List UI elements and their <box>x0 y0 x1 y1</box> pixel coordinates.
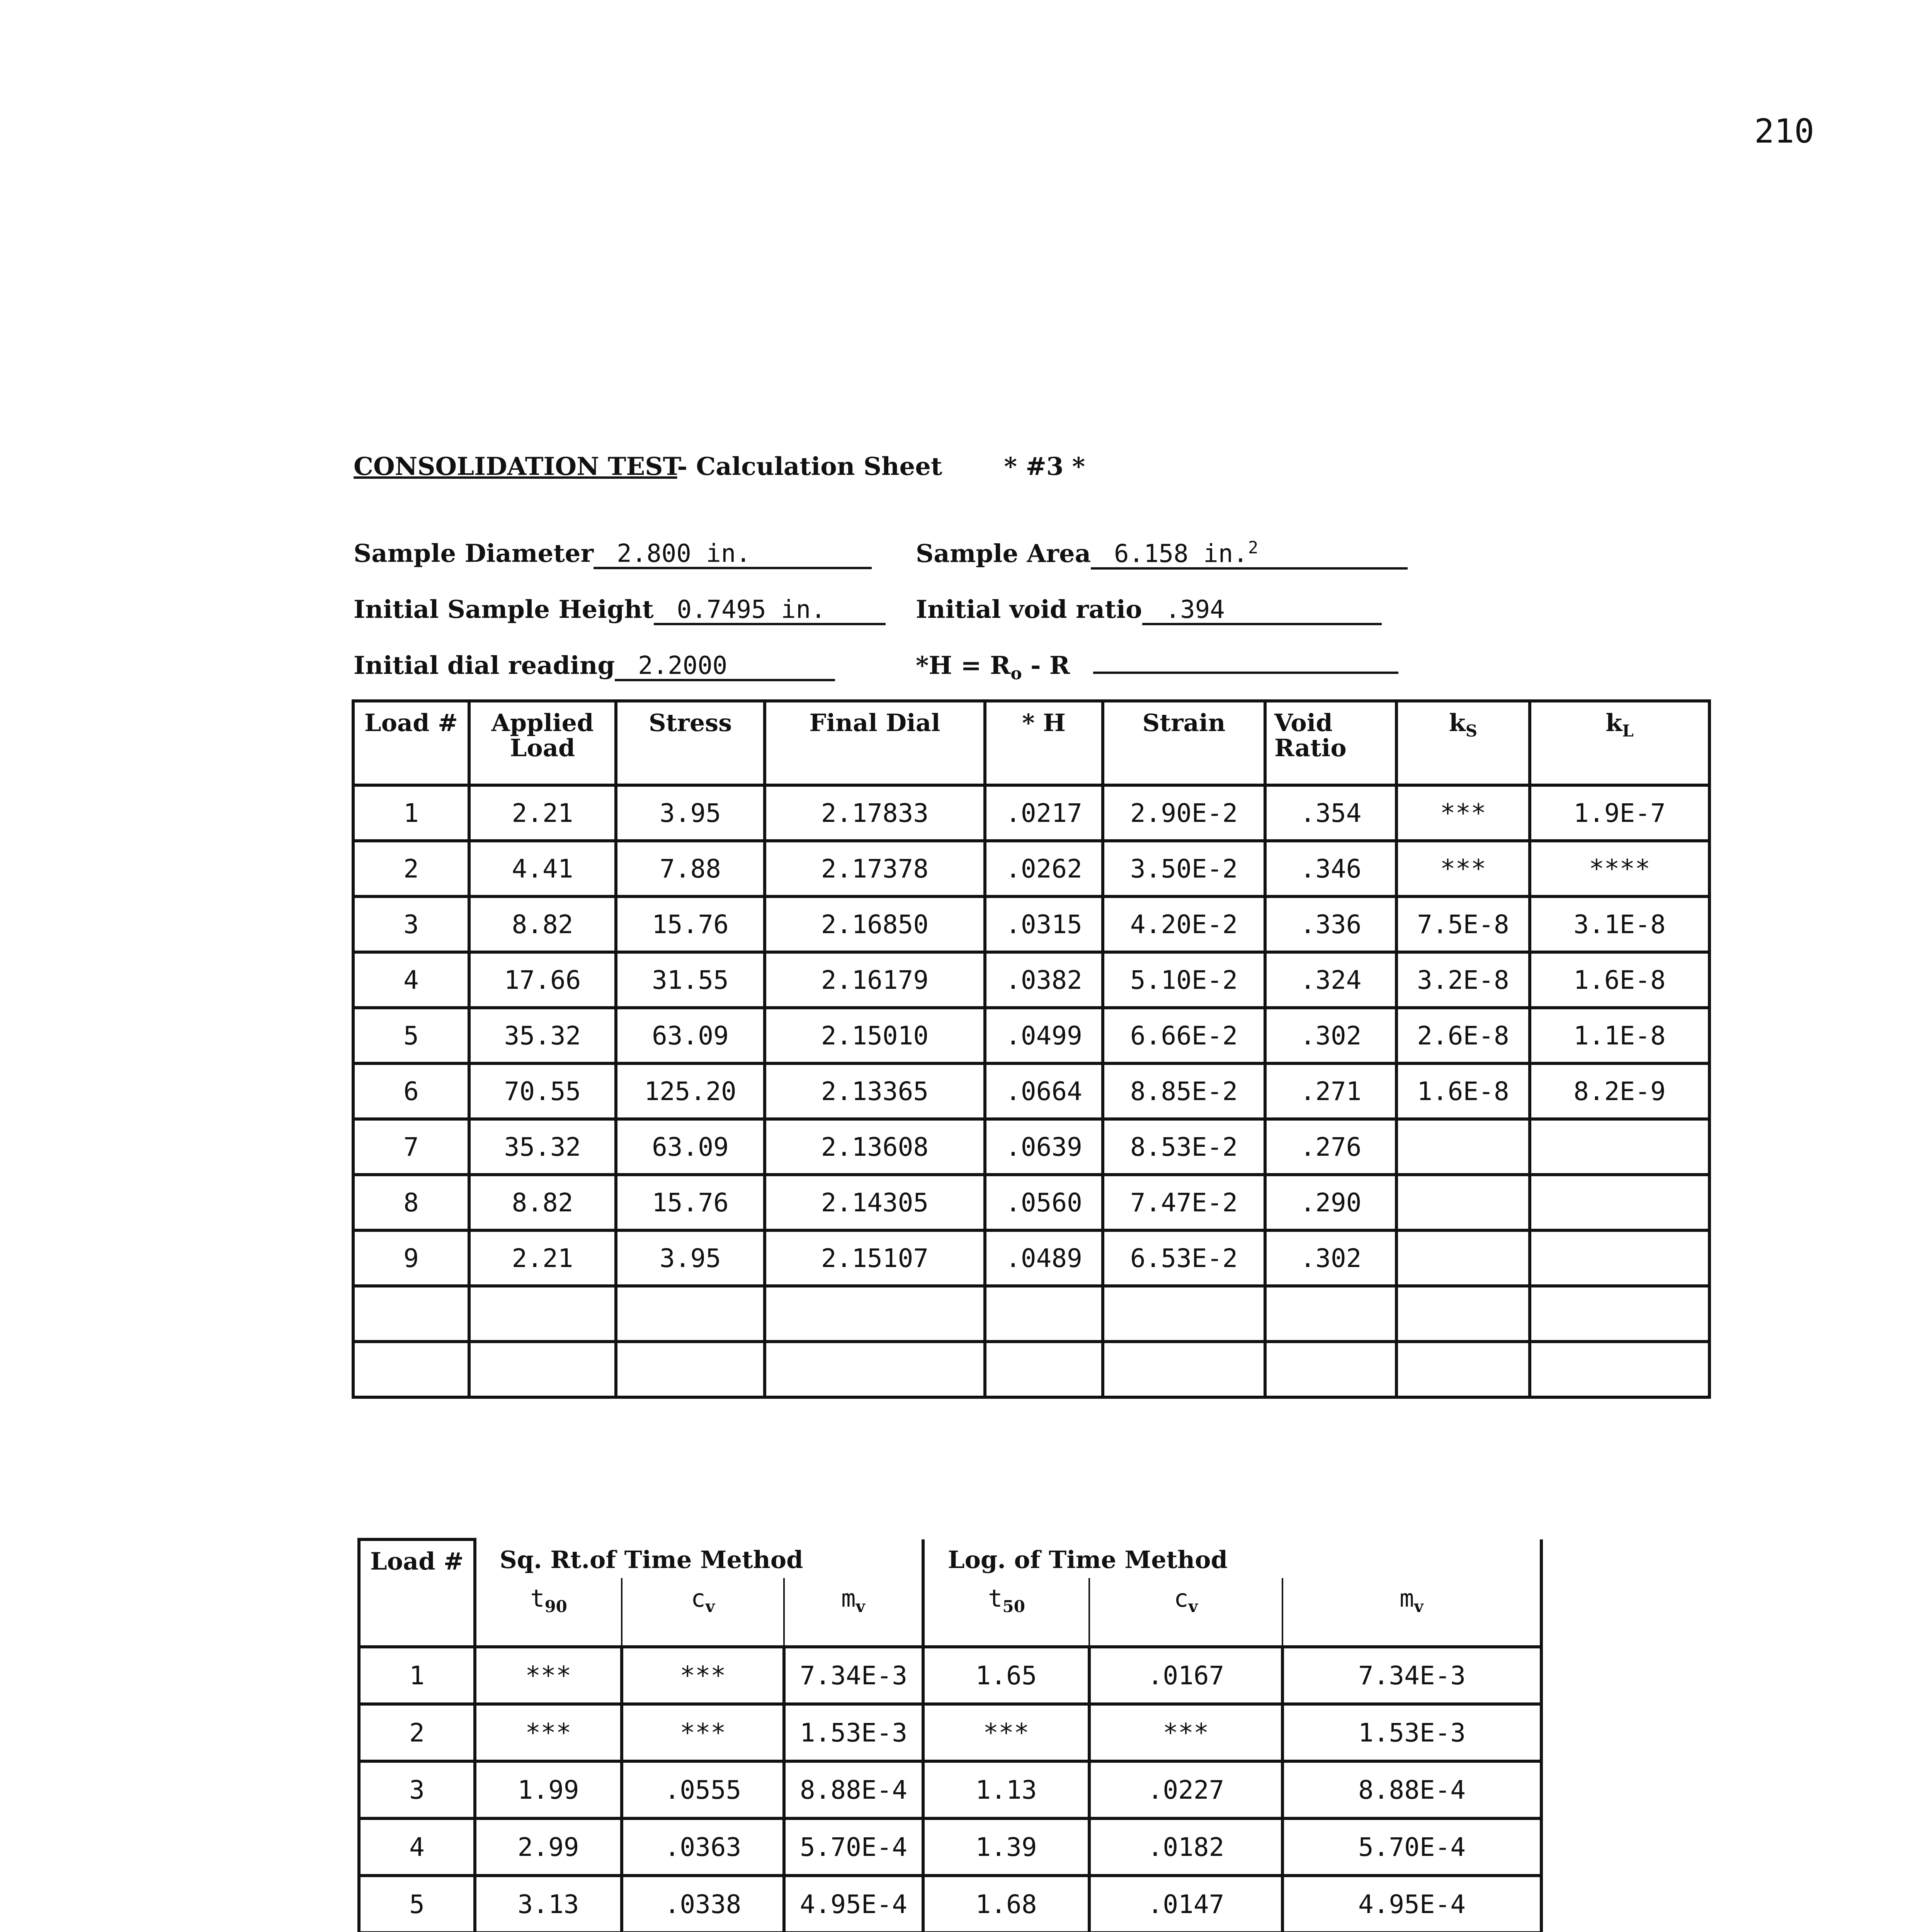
table-cell: 1 <box>353 785 469 841</box>
table-cell <box>1396 1119 1530 1175</box>
table-cell: 4.20E-2 <box>1103 896 1265 952</box>
table-cell: 8.53E-2 <box>1103 1119 1265 1175</box>
table-cell: 125.20 <box>616 1063 765 1119</box>
table-cell: *** <box>622 1647 784 1704</box>
sample-area-field <box>916 539 1408 570</box>
table-cell: 1.6E-8 <box>1396 1063 1530 1119</box>
table-cell: 3.95 <box>616 785 765 841</box>
sample-area-value: 6.158 in. <box>1114 539 1248 568</box>
delta-h-field <box>916 651 1398 684</box>
table-cell: 70.55 <box>469 1063 616 1119</box>
table-cell: 6.66E-2 <box>1103 1008 1265 1063</box>
sample-diameter-value: 2.800 in. <box>594 541 872 569</box>
table-cell <box>616 1342 765 1397</box>
table-cell: 1.6E-8 <box>1530 952 1709 1008</box>
table-cell: 3 <box>353 896 469 952</box>
sample-diameter-field <box>354 539 872 569</box>
table-cell: 2 <box>353 841 469 896</box>
table-cell <box>1530 1286 1709 1342</box>
sheet-number: * #3 * <box>1004 452 1085 481</box>
table-cell: .0639 <box>985 1119 1103 1175</box>
table-cell: 2.21 <box>469 785 616 841</box>
header-load: Load # <box>353 701 469 785</box>
table-cell: 2.15010 <box>765 1008 985 1063</box>
table-cell: 35.32 <box>469 1119 616 1175</box>
table-cell: 2.16179 <box>765 952 985 1008</box>
table-cell <box>1530 1175 1709 1230</box>
table-cell: 4 <box>353 952 469 1008</box>
header-strain: Strain <box>1103 701 1265 785</box>
table-cell: 1.68 <box>923 1876 1089 1932</box>
delta-h-sub: o <box>1010 663 1022 684</box>
table-cell: 1.65 <box>923 1647 1089 1704</box>
table-cell: *** <box>475 1704 622 1761</box>
table-cell: 31.55 <box>616 952 765 1008</box>
sample-area-exponent: 2 <box>1248 538 1259 558</box>
table-cell: .0560 <box>985 1175 1103 1230</box>
table-cell <box>1265 1342 1396 1397</box>
table-cell <box>1530 1119 1709 1175</box>
table-cell: 8.88E-4 <box>784 1761 923 1818</box>
table-cell: 8.88E-4 <box>1282 1761 1541 1818</box>
header-log-method: Log. of Time Method <box>923 1539 1541 1578</box>
table-cell: .324 <box>1265 952 1396 1008</box>
table-row <box>353 1119 1709 1175</box>
table-cell: 1.53E-3 <box>1282 1704 1541 1761</box>
table-cell: 63.09 <box>616 1119 765 1175</box>
consolidation-table <box>352 699 1711 1399</box>
table-cell: .0363 <box>622 1818 784 1876</box>
header-t90: $t_{90}$ <box>475 1578 622 1647</box>
table-cell: 7.5E-8 <box>1396 896 1530 952</box>
header-kl: $k_L$ <box>1530 701 1709 785</box>
table-cell: 7.34E-3 <box>784 1647 923 1704</box>
table-cell <box>1103 1286 1265 1342</box>
table-cell: .0147 <box>1089 1876 1282 1932</box>
table-cell: 3.95 <box>616 1230 765 1286</box>
table-cell: 2.99 <box>475 1818 622 1876</box>
table-row <box>353 1175 1709 1230</box>
table-cell: 1.99 <box>475 1761 622 1818</box>
table-cell: 2.17833 <box>765 785 985 841</box>
table-row <box>353 1008 1709 1063</box>
table-cell: .0262 <box>985 841 1103 896</box>
table-row <box>353 1063 1709 1119</box>
table-cell <box>616 1286 765 1342</box>
table-cell <box>469 1286 616 1342</box>
table-cell: 6 <box>353 1063 469 1119</box>
header-delta-h: * H <box>985 701 1103 785</box>
title-rest: - Calculation Sheet <box>677 452 942 481</box>
table-cell <box>1396 1230 1530 1286</box>
table-cell: *** <box>1089 1704 1282 1761</box>
table-cell: 3 <box>359 1761 475 1818</box>
table-header-row <box>353 701 1709 785</box>
table-cell: 5 <box>353 1008 469 1063</box>
table-cell: .276 <box>1265 1119 1396 1175</box>
table-cell: *** <box>1396 785 1530 841</box>
table-cell: .302 <box>1265 1230 1396 1286</box>
table-cell: 2.16850 <box>765 896 985 952</box>
time-method-table <box>357 1538 1543 1932</box>
table-cell <box>985 1286 1103 1342</box>
table-cell: .0489 <box>985 1230 1103 1286</box>
table-cell: .0555 <box>622 1761 784 1818</box>
table-cell <box>1103 1342 1265 1397</box>
table-row <box>353 1342 1709 1397</box>
table-cell <box>469 1342 616 1397</box>
table-cell: .290 <box>1265 1175 1396 1230</box>
table-cell <box>1396 1286 1530 1342</box>
table-cell: .302 <box>1265 1008 1396 1063</box>
table-cell: 2.15107 <box>765 1230 985 1286</box>
table-cell: 1.13 <box>923 1761 1089 1818</box>
table-cell: 1.1E-8 <box>1530 1008 1709 1063</box>
table-cell <box>1530 1230 1709 1286</box>
table-cell: 4.41 <box>469 841 616 896</box>
initial-height-value: 0.7495 in. <box>654 597 886 625</box>
table-row <box>353 896 1709 952</box>
sample-area-label: Sample Area <box>916 539 1091 568</box>
table-cell: 15.76 <box>616 1175 765 1230</box>
delta-h-value <box>1093 672 1398 674</box>
header-sq-rt-method: Sq. Rt.of Time Method <box>475 1539 923 1578</box>
table-cell: 5.10E-2 <box>1103 952 1265 1008</box>
delta-h-rest: - R <box>1022 651 1070 680</box>
table-cell: 7.34E-3 <box>1282 1647 1541 1704</box>
header-ks: $k_S$ <box>1396 701 1530 785</box>
header-mv-log: $m_v$ <box>1282 1578 1541 1647</box>
method-header-row <box>359 1539 1541 1578</box>
header-load: Load # <box>359 1539 475 1647</box>
table-cell <box>985 1342 1103 1397</box>
header-void-ratio: Void Ratio <box>1265 701 1396 785</box>
table-cell: .0499 <box>985 1008 1103 1063</box>
table-cell <box>1396 1342 1530 1397</box>
sheet-title <box>354 452 1085 481</box>
table-cell: 8.82 <box>469 1175 616 1230</box>
table-cell: **** <box>1530 841 1709 896</box>
table-cell <box>1265 1286 1396 1342</box>
table-cell: .336 <box>1265 896 1396 952</box>
table-cell: .0664 <box>985 1063 1103 1119</box>
table-cell: .0217 <box>985 785 1103 841</box>
delta-h-label: *H = R <box>916 651 1011 680</box>
table-row <box>353 1286 1709 1342</box>
table-cell: 3.13 <box>475 1876 622 1932</box>
table-cell: .0182 <box>1089 1818 1282 1876</box>
table-cell: 7 <box>353 1119 469 1175</box>
table-cell: .271 <box>1265 1063 1396 1119</box>
dial-reading-field <box>354 651 835 681</box>
param-header-row <box>359 1578 1541 1647</box>
header-mv-sq: $m_v$ <box>784 1578 923 1647</box>
void-ratio-label: Initial void ratio <box>916 595 1142 624</box>
table-cell: .0382 <box>985 952 1103 1008</box>
title-main: CONSOLIDATION TEST <box>354 452 677 481</box>
table-cell: 8.2E-9 <box>1530 1063 1709 1119</box>
header-final-dial: Final Dial <box>765 701 985 785</box>
table-cell: 9 <box>353 1230 469 1286</box>
table-cell: 15.76 <box>616 896 765 952</box>
header-applied-load: Applied Load <box>469 701 616 785</box>
table-cell: 3.50E-2 <box>1103 841 1265 896</box>
table-cell: 8.82 <box>469 896 616 952</box>
void-ratio-field <box>916 595 1382 625</box>
table-cell <box>765 1342 985 1397</box>
table-cell: *** <box>923 1704 1089 1761</box>
table-cell: 5.70E-4 <box>784 1818 923 1876</box>
table-cell: 2.21 <box>469 1230 616 1286</box>
table-row <box>359 1876 1541 1932</box>
table-cell <box>765 1286 985 1342</box>
table-cell: *** <box>475 1647 622 1704</box>
dial-reading-label: Initial dial reading <box>354 651 615 680</box>
table-cell: .346 <box>1265 841 1396 896</box>
table-cell: .0315 <box>985 896 1103 952</box>
table-cell: 2 <box>359 1704 475 1761</box>
initial-height-label: Initial Sample Height <box>354 595 654 624</box>
table-cell: 4.95E-4 <box>784 1876 923 1932</box>
table-cell: *** <box>1396 841 1530 896</box>
initial-height-field <box>354 595 886 625</box>
table-cell: 6.53E-2 <box>1103 1230 1265 1286</box>
table-cell: 35.32 <box>469 1008 616 1063</box>
table-cell: 3.2E-8 <box>1396 952 1530 1008</box>
header-cv-sq: $c_v$ <box>622 1578 784 1647</box>
table-cell: 1.39 <box>923 1818 1089 1876</box>
table-row <box>359 1704 1541 1761</box>
table-cell: 17.66 <box>469 952 616 1008</box>
table-cell: 5 <box>359 1876 475 1932</box>
table-cell: 7.47E-2 <box>1103 1175 1265 1230</box>
header-stress: Stress <box>616 701 765 785</box>
header-t50: $t_{50}$ <box>923 1578 1089 1647</box>
page-number: 210 <box>1754 112 1815 151</box>
table-cell: 8 <box>353 1175 469 1230</box>
table-cell: .354 <box>1265 785 1396 841</box>
table-cell: 7.88 <box>616 841 765 896</box>
table-cell: 3.1E-8 <box>1530 896 1709 952</box>
header-cv-log: $c_v$ <box>1089 1578 1282 1647</box>
table-cell: 2.14305 <box>765 1175 985 1230</box>
table-row <box>353 1230 1709 1286</box>
table-cell: 2.90E-2 <box>1103 785 1265 841</box>
void-ratio-value: .394 <box>1142 597 1382 625</box>
sample-diameter-label: Sample Diameter <box>354 539 594 568</box>
table-cell: 4 <box>359 1818 475 1876</box>
table-row <box>359 1818 1541 1876</box>
table-cell: 5.70E-4 <box>1282 1818 1541 1876</box>
table-row <box>359 1761 1541 1818</box>
table-cell: .0338 <box>622 1876 784 1932</box>
table-cell <box>1530 1342 1709 1397</box>
dial-reading-value: 2.2000 <box>615 653 835 681</box>
table-cell: 63.09 <box>616 1008 765 1063</box>
table-row <box>359 1647 1541 1704</box>
table-cell: 4.95E-4 <box>1282 1876 1541 1932</box>
table-cell <box>353 1342 469 1397</box>
table-row <box>353 785 1709 841</box>
table-cell: .0167 <box>1089 1647 1282 1704</box>
table-cell: 1.53E-3 <box>784 1704 923 1761</box>
table-cell: 1 <box>359 1647 475 1704</box>
table-row <box>353 952 1709 1008</box>
table-cell: 2.17378 <box>765 841 985 896</box>
table-cell: 2.13608 <box>765 1119 985 1175</box>
table-cell: 8.85E-2 <box>1103 1063 1265 1119</box>
table-cell: 1.9E-7 <box>1530 785 1709 841</box>
table-cell: 2.6E-8 <box>1396 1008 1530 1063</box>
table-row <box>353 841 1709 896</box>
table-cell: .0227 <box>1089 1761 1282 1818</box>
table-cell: 2.13365 <box>765 1063 985 1119</box>
table-cell <box>1396 1175 1530 1230</box>
table-cell <box>353 1286 469 1342</box>
table-cell: *** <box>622 1704 784 1761</box>
